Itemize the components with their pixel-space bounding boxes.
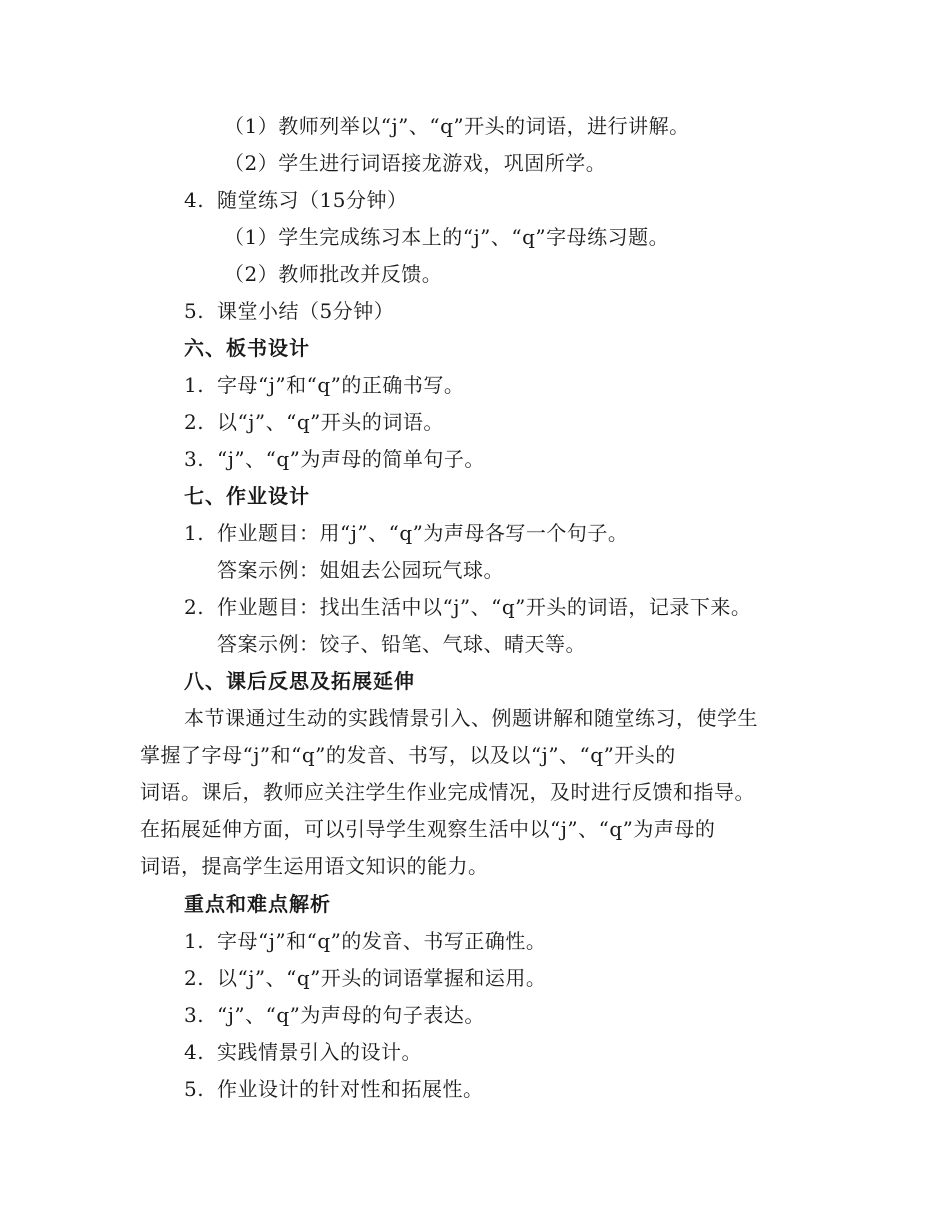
section6-heading: 六、板书设计 — [184, 336, 310, 360]
section8-paragraph-line-2: 掌握了字母“j”和“q”的发音、书写，以及以“j”、“q”开头的 — [140, 743, 676, 767]
list-text: 作业题目：找出生活中以“j”、“q”开头的词语，记录下来。 — [217, 595, 752, 619]
step4-text: 随堂练习（15分钟） — [217, 188, 408, 212]
list-number: 3. — [184, 1003, 205, 1027]
section7-item-1-answer: 答案示例：姐姐去公园玩气球。 — [217, 558, 504, 582]
step4 — [184, 188, 407, 212]
keypoints-item-2 — [184, 966, 546, 990]
list-number: 2. — [184, 410, 205, 434]
list-number: 3. — [184, 447, 205, 471]
section6-item-3 — [184, 447, 485, 471]
list-text: 以“j”、“q”开头的词语掌握和运用。 — [217, 966, 547, 990]
list-number: 1. — [184, 929, 205, 953]
list-text: 作业题目：用“j”、“q”为声母各写一个句子。 — [217, 521, 629, 545]
list-number: 1. — [184, 373, 205, 397]
step3-sub1: （1）教师列举以“j”、“q”开头的词语，进行讲解。 — [224, 114, 690, 138]
step5-number: 5. — [184, 299, 205, 323]
keypoints-item-4 — [184, 1040, 422, 1064]
list-text: “j”、“q”为声母的句子表达。 — [217, 1003, 485, 1027]
keypoints-item-1 — [184, 929, 546, 953]
list-text: 作业设计的针对性和拓展性。 — [217, 1077, 484, 1101]
section7-heading: 七、作业设计 — [184, 484, 310, 508]
section6-item-1 — [184, 373, 464, 397]
list-number: 4. — [184, 1040, 205, 1064]
list-text: 实践情景引入的设计。 — [217, 1040, 422, 1064]
list-text: 字母“j”和“q”的正确书写。 — [217, 373, 465, 397]
keypoints-heading: 重点和难点解析 — [184, 892, 331, 916]
section7-item-2 — [184, 595, 751, 619]
list-number: 2. — [184, 595, 205, 619]
section7-item-1 — [184, 521, 628, 545]
section8-paragraph-line-4: 在拓展延伸方面，可以引导学生观察生活中以“j”、“q”为声母的 — [140, 817, 716, 841]
list-number: 1. — [184, 521, 205, 545]
step5-text: 课堂小结（5分钟） — [217, 299, 395, 323]
section6-item-2 — [184, 410, 444, 434]
section8-paragraph-line-1: 本节课通过生动的实践情景引入、例题讲解和随堂练习，使学生 — [184, 706, 758, 730]
list-number: 5. — [184, 1077, 205, 1101]
section8-paragraph-line-5: 词语，提高学生运用语文知识的能力。 — [140, 854, 489, 878]
step4-sub2: （2）教师批改并反馈。 — [224, 262, 443, 286]
section7-item-2-answer: 答案示例：饺子、铅笔、气球、晴天等。 — [217, 632, 586, 656]
step4-number: 4. — [184, 188, 205, 212]
step3-sub2: （2）学生进行词语接龙游戏，巩固所学。 — [224, 151, 607, 175]
list-number: 2. — [184, 966, 205, 990]
step4-sub1: （1）学生完成练习本上的“j”、“q”字母练习题。 — [224, 225, 670, 249]
list-text: 以“j”、“q”开头的词语。 — [217, 410, 444, 434]
step5 — [184, 299, 394, 323]
keypoints-item-3 — [184, 1003, 485, 1027]
keypoints-item-5 — [184, 1077, 484, 1101]
section8-paragraph-line-3: 词语。课后，教师应关注学生作业完成情况，及时进行反馈和指导。 — [140, 780, 755, 804]
list-text: “j”、“q”为声母的简单句子。 — [217, 447, 485, 471]
list-text: 字母“j”和“q”的发音、书写正确性。 — [217, 929, 547, 953]
section8-heading: 八、课后反思及拓展延伸 — [184, 669, 415, 693]
